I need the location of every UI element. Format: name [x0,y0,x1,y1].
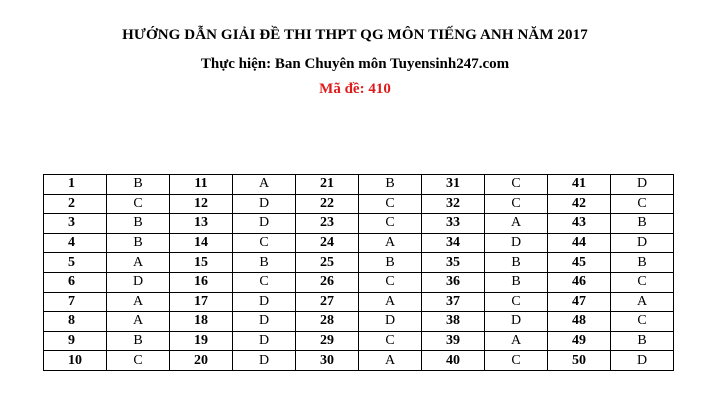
answer-letter-cell: B [611,331,674,351]
answer-letter-cell: A [359,351,422,371]
answer-letter-cell: C [359,272,422,292]
question-number-cell: 27 [296,292,359,312]
answer-letter-cell: B [107,331,170,351]
document-title: HƯỚNG DẪN GIẢI ĐỀ THI THPT QG MÔN TIẾNG ANH NĂM 2017 [122,27,588,43]
answer-letter-cell: A [359,233,422,253]
answer-letter-cell: B [611,214,674,234]
question-number-cell: 15 [170,253,233,273]
answer-letter-cell: A [359,292,422,312]
question-number-cell: 1 [44,175,107,195]
answer-letter-cell: A [233,175,296,195]
answer-letter-cell: C [485,175,548,195]
question-number-cell: 47 [548,292,611,312]
answer-key-table [43,174,674,371]
answer-letter-cell: C [359,214,422,234]
question-number-cell: 38 [422,312,485,332]
question-number-cell: 21 [296,175,359,195]
question-number-cell: 35 [422,253,485,273]
answer-key-body [44,175,674,371]
answer-letter-cell: D [611,175,674,195]
question-number-cell: 8 [44,312,107,332]
question-number-cell: 28 [296,312,359,332]
table-row [44,175,674,195]
question-number-cell: 44 [548,233,611,253]
question-number-cell: 13 [170,214,233,234]
answer-letter-cell: D [359,312,422,332]
answer-letter-cell: B [107,214,170,234]
table-row [44,331,674,351]
question-number-cell: 3 [44,214,107,234]
question-number-cell: 39 [422,331,485,351]
table-row [44,253,674,273]
answer-letter-cell: C [611,272,674,292]
question-number-cell: 34 [422,233,485,253]
answer-letter-cell: B [107,233,170,253]
question-number-cell: 20 [170,351,233,371]
answer-letter-cell: B [359,253,422,273]
question-number-cell: 4 [44,233,107,253]
question-number-cell: 12 [170,194,233,214]
question-number-cell: 17 [170,292,233,312]
answer-letter-cell: B [107,175,170,195]
answer-letter-cell: A [485,331,548,351]
answer-letter-cell: B [611,253,674,273]
question-number-cell: 48 [548,312,611,332]
answer-letter-cell: D [485,312,548,332]
table-row [44,312,674,332]
document-subtitle: Thực hiện: Ban Chuyên môn Tuyensinh247.com [200,56,510,72]
answer-letter-cell: C [611,194,674,214]
question-number-cell: 25 [296,253,359,273]
question-number-cell: 45 [548,253,611,273]
question-number-cell: 7 [44,292,107,312]
table-row [44,272,674,292]
question-number-cell: 10 [44,351,107,371]
answer-letter-cell: C [107,351,170,371]
question-number-cell: 24 [296,233,359,253]
question-number-cell: 50 [548,351,611,371]
question-number-cell: 41 [548,175,611,195]
answer-letter-cell: D [233,194,296,214]
answer-letter-cell: D [485,233,548,253]
answer-letter-cell: C [611,312,674,332]
answer-letter-cell: D [233,331,296,351]
question-number-cell: 9 [44,331,107,351]
question-number-cell: 26 [296,272,359,292]
question-number-cell: 18 [170,312,233,332]
answer-letter-cell: C [485,194,548,214]
question-number-cell: 6 [44,272,107,292]
answer-letter-cell: A [107,312,170,332]
answer-letter-cell: D [611,233,674,253]
question-number-cell: 2 [44,194,107,214]
question-number-cell: 32 [422,194,485,214]
answer-letter-cell: B [233,253,296,273]
answer-letter-cell: B [485,272,548,292]
answer-letter-cell: C [233,233,296,253]
question-number-cell: 29 [296,331,359,351]
question-number-cell: 40 [422,351,485,371]
table-row [44,194,674,214]
answer-letter-cell: A [485,214,548,234]
answer-letter-cell: B [485,253,548,273]
question-number-cell: 49 [548,331,611,351]
question-number-cell: 33 [422,214,485,234]
question-number-cell: 46 [548,272,611,292]
answer-letter-cell: C [359,194,422,214]
question-number-cell: 11 [170,175,233,195]
answer-letter-cell: D [107,272,170,292]
answer-letter-cell: A [107,253,170,273]
answer-letter-cell: B [359,175,422,195]
table-row [44,214,674,234]
answer-letter-cell: C [233,272,296,292]
answer-letter-cell: D [611,351,674,371]
question-number-cell: 42 [548,194,611,214]
question-number-cell: 5 [44,253,107,273]
answer-letter-cell: D [233,214,296,234]
question-number-cell: 36 [422,272,485,292]
exam-code: Mã đề: 410 [319,81,391,97]
question-number-cell: 14 [170,233,233,253]
answer-letter-cell: C [485,351,548,371]
answer-letter-cell: D [233,351,296,371]
answer-letter-cell: C [107,194,170,214]
question-number-cell: 37 [422,292,485,312]
question-number-cell: 19 [170,331,233,351]
question-number-cell: 23 [296,214,359,234]
question-number-cell: 43 [548,214,611,234]
answer-letter-cell: C [359,331,422,351]
answer-letter-cell: C [485,292,548,312]
answer-letter-cell: D [233,292,296,312]
table-row [44,351,674,371]
table-row [44,292,674,312]
question-number-cell: 22 [296,194,359,214]
answer-letter-cell: A [611,292,674,312]
question-number-cell: 30 [296,351,359,371]
answer-letter-cell: D [233,312,296,332]
question-number-cell: 16 [170,272,233,292]
answer-letter-cell: A [107,292,170,312]
table-row [44,233,674,253]
question-number-cell: 31 [422,175,485,195]
